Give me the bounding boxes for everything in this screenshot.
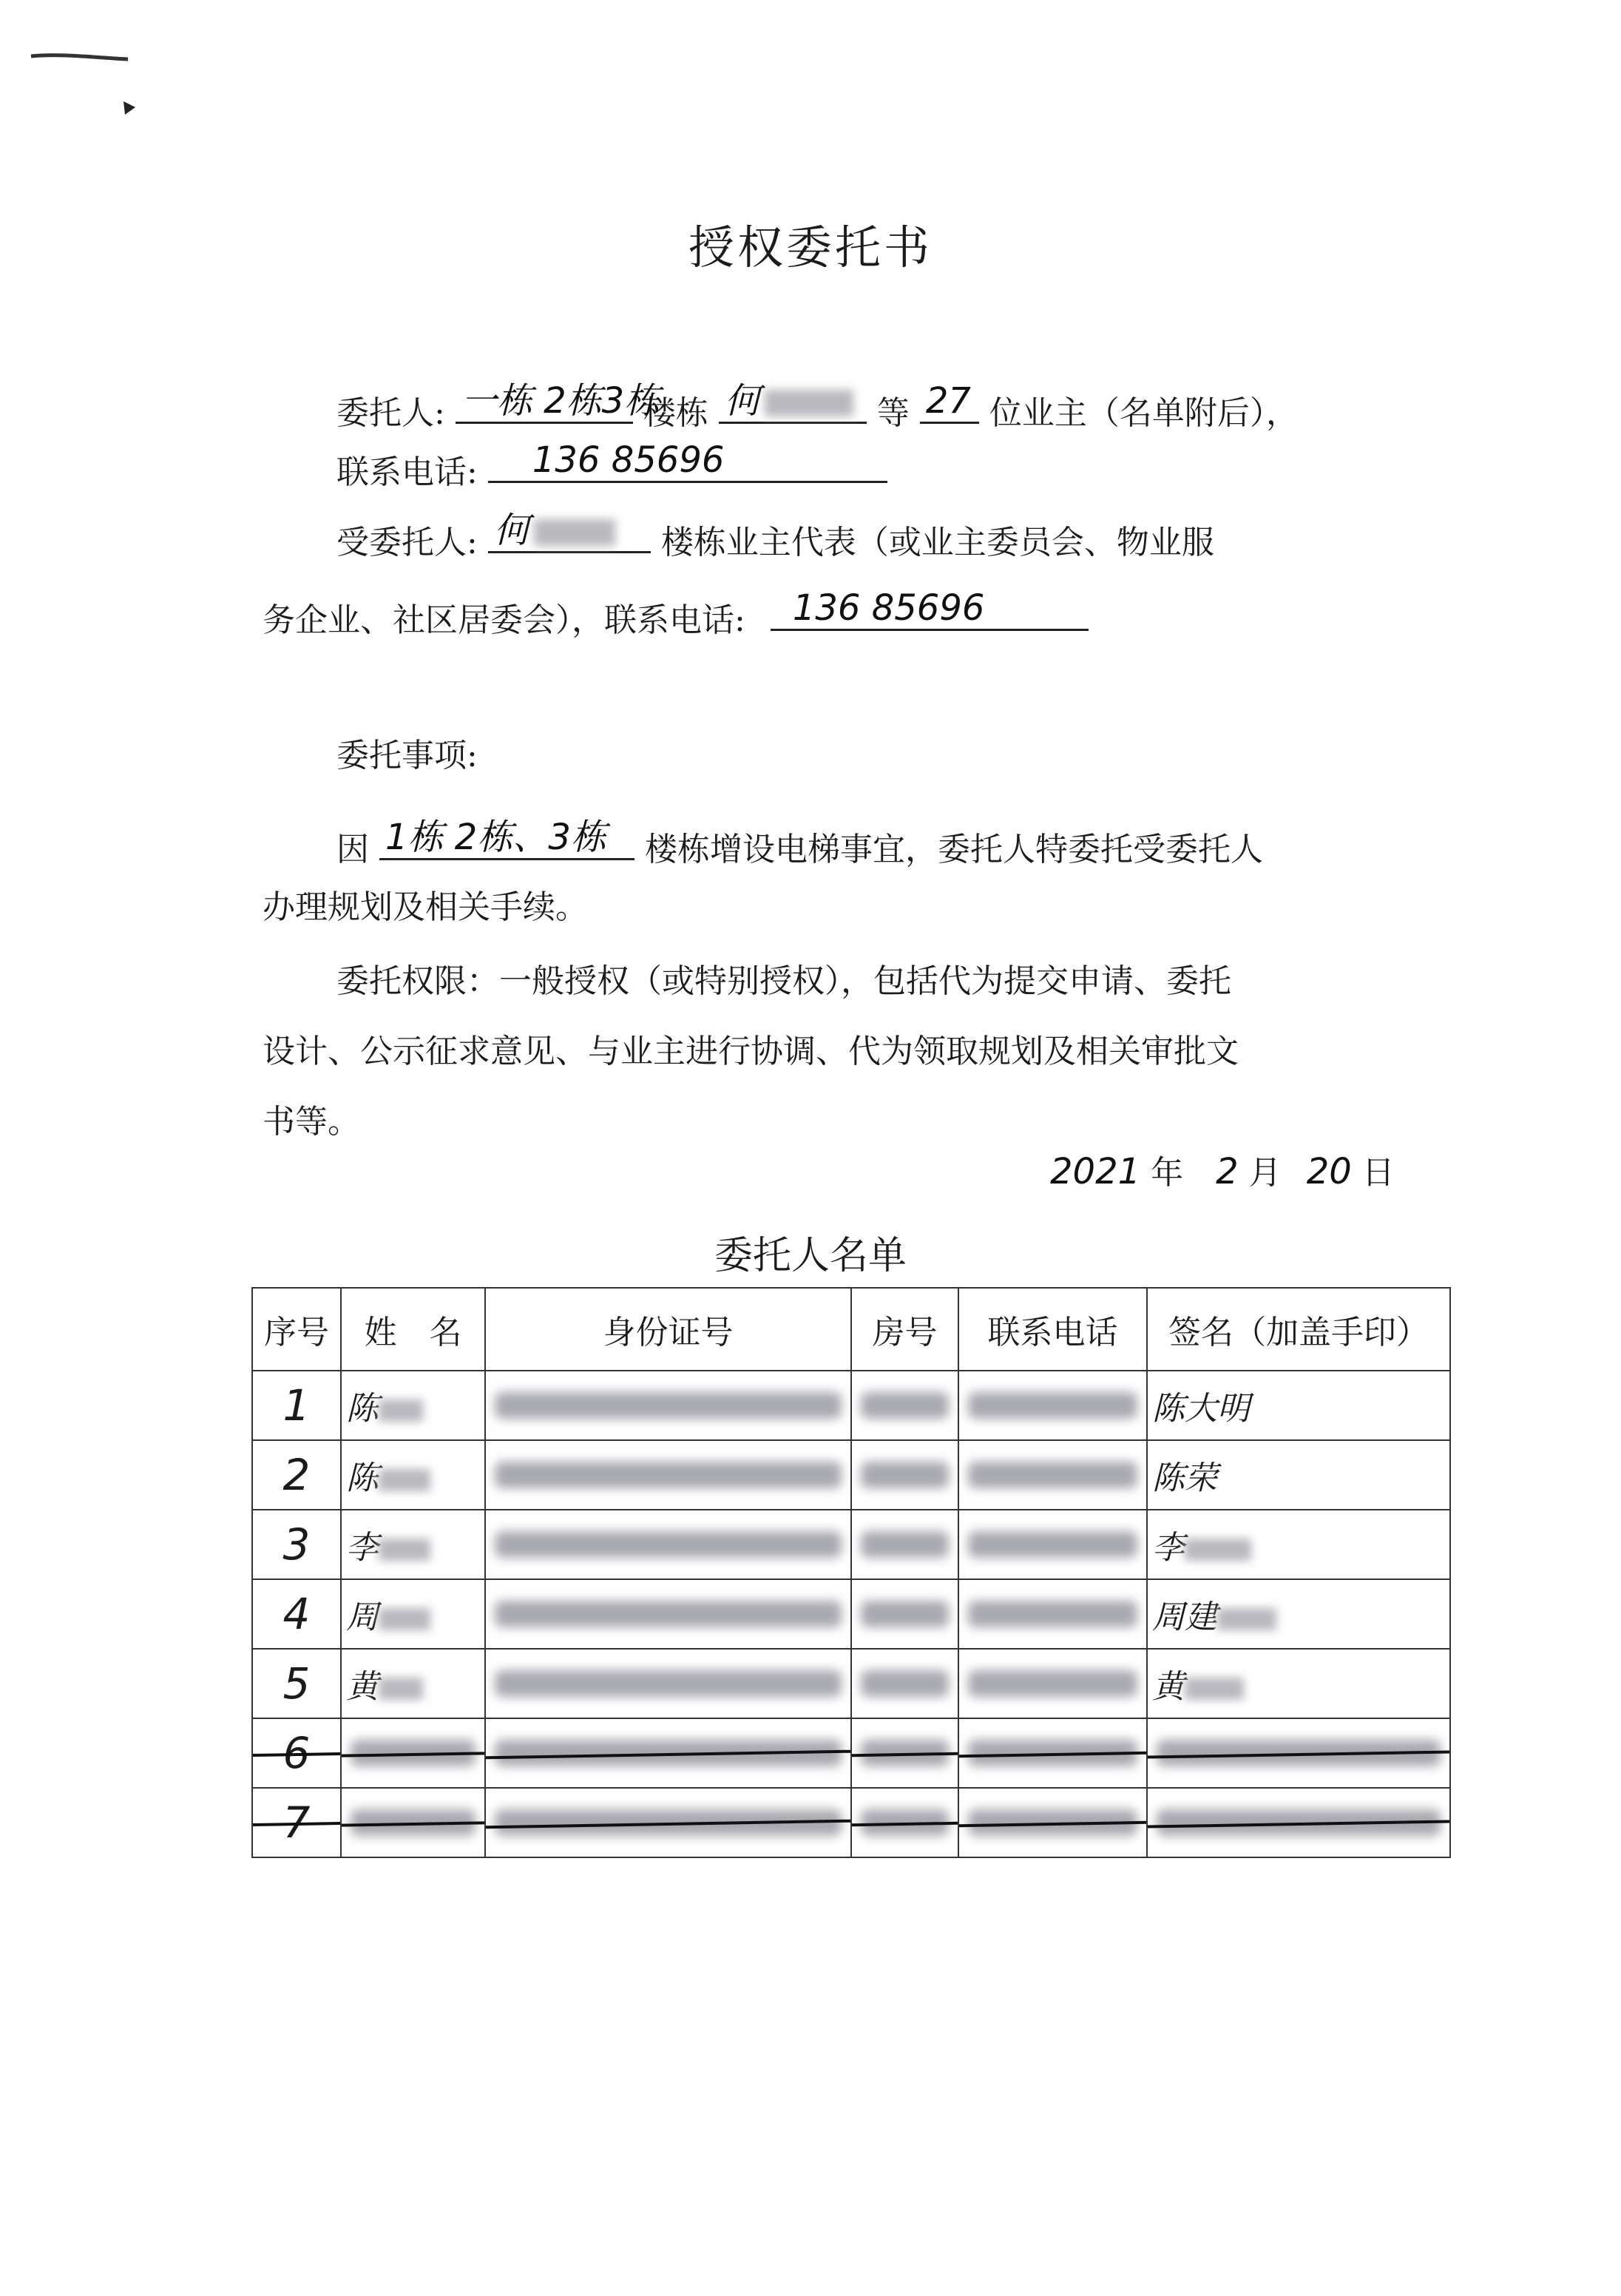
row-seq: 5 bbox=[252, 1649, 341, 1718]
row-signature: 李 bbox=[1147, 1510, 1450, 1579]
row-room-redacted bbox=[851, 1649, 958, 1718]
entrust-phone-label: 联系电话: bbox=[336, 453, 478, 491]
table-row bbox=[252, 1649, 1450, 1718]
row-room-redacted bbox=[851, 1579, 958, 1649]
roster-table bbox=[251, 1287, 1451, 1858]
matters-line1 bbox=[336, 817, 1263, 868]
col-header-seq: 序号 bbox=[252, 1288, 341, 1371]
row-signature: 陈大明 bbox=[1147, 1371, 1450, 1440]
authority-line2: 设计、公示征求意见、与业主进行协调、代为领取规划及相关审批文 bbox=[263, 1033, 1239, 1070]
row-id-redacted bbox=[485, 1718, 851, 1788]
matters-prefix: 因 bbox=[336, 831, 369, 868]
row-seq: 3 bbox=[252, 1510, 341, 1579]
date-day-handwriting: 20 bbox=[1306, 1151, 1352, 1192]
row-room-redacted bbox=[851, 1788, 958, 1857]
row-name: 黄 bbox=[341, 1649, 485, 1718]
table-row bbox=[252, 1440, 1450, 1510]
entrust-count-handwriting: 27 bbox=[925, 380, 971, 422]
matters-building-handwriting: 1栋 2栋、3栋 bbox=[385, 817, 606, 858]
entrust-building-slot bbox=[456, 380, 660, 424]
entrust-phone-handwriting: 136 85696 bbox=[532, 439, 725, 481]
entrust-label: 委托人: bbox=[336, 394, 445, 432]
col-header-phone: 联系电话 bbox=[958, 1288, 1147, 1371]
row-id-redacted bbox=[485, 1649, 851, 1718]
pen-dot-icon bbox=[122, 100, 137, 116]
matters-line2: 办理规划及相关手续。 bbox=[263, 888, 588, 926]
matters-label: 委托事项: bbox=[336, 737, 478, 774]
date-day-label: 日 bbox=[1361, 1154, 1395, 1192]
roster-header-row bbox=[252, 1288, 1450, 1371]
trustee-name-slot bbox=[488, 510, 651, 553]
authority-line1: 委托权限：一般授权（或特别授权），包括代为提交申请、委托 bbox=[336, 962, 1231, 1000]
trustee-desc-line1: 楼栋业主代表（或业主委员会、物业服 bbox=[660, 524, 1214, 561]
row-id-redacted bbox=[485, 1788, 851, 1857]
roster-title: 委托人名单 bbox=[714, 1234, 907, 1278]
table-row bbox=[252, 1371, 1450, 1440]
date-month-handwriting: 2 bbox=[1216, 1151, 1239, 1192]
row-room-redacted bbox=[851, 1371, 958, 1440]
row-seq: 2 bbox=[252, 1440, 341, 1510]
row-name-redacted bbox=[341, 1718, 485, 1788]
row-phone-redacted bbox=[958, 1371, 1147, 1440]
row-seq: 4 bbox=[252, 1579, 341, 1649]
col-header-id: 身份证号 bbox=[485, 1288, 851, 1371]
row-name: 李 bbox=[341, 1510, 485, 1579]
date-year-label: 年 bbox=[1151, 1154, 1184, 1192]
row-phone-redacted bbox=[958, 1440, 1147, 1510]
trustee-line bbox=[336, 510, 1214, 561]
entrust-phone-slot bbox=[488, 439, 887, 483]
entrust-line bbox=[336, 380, 1299, 432]
row-signature-redacted bbox=[1147, 1718, 1450, 1788]
col-header-room: 房号 bbox=[851, 1288, 958, 1371]
row-phone-redacted bbox=[958, 1649, 1147, 1718]
entrust-building-suffix: 楼栋 bbox=[643, 394, 708, 432]
row-id-redacted bbox=[485, 1371, 851, 1440]
entrust-count-suffix: 位业主（名单附后）， bbox=[989, 394, 1299, 432]
row-seq: 7 bbox=[252, 1788, 341, 1857]
row-phone-redacted bbox=[958, 1718, 1147, 1788]
row-name: 周 bbox=[341, 1579, 485, 1649]
document-title: 授权委托书 bbox=[688, 220, 933, 274]
row-signature: 周建 bbox=[1147, 1579, 1450, 1649]
col-header-signature: 签名（加盖手印） bbox=[1147, 1288, 1450, 1371]
entrust-name-handwriting: 何 bbox=[725, 383, 853, 419]
row-room-redacted bbox=[851, 1510, 958, 1579]
trustee-label: 受委托人: bbox=[336, 524, 478, 561]
pen-mark-icon bbox=[30, 52, 129, 62]
row-signature: 黄 bbox=[1147, 1649, 1450, 1718]
table-row bbox=[252, 1510, 1450, 1579]
table-row-struck bbox=[252, 1718, 1450, 1788]
row-phone-redacted bbox=[958, 1788, 1147, 1857]
entrust-count-prefix: 等 bbox=[876, 394, 910, 432]
row-phone-redacted bbox=[958, 1579, 1147, 1649]
trustee-desc-line2: 务企业、社区居委会），联系电话: bbox=[263, 601, 745, 639]
row-name: 陈 bbox=[341, 1371, 485, 1440]
trustee-phone-slot bbox=[771, 587, 1089, 631]
row-id-redacted bbox=[485, 1579, 851, 1649]
row-room-redacted bbox=[851, 1440, 958, 1510]
entrust-building-handwriting: 一栋 2栋3栋 bbox=[461, 380, 660, 422]
row-id-redacted bbox=[485, 1510, 851, 1579]
row-room-redacted bbox=[851, 1718, 958, 1788]
date-month-label: 月 bbox=[1248, 1154, 1282, 1192]
matters-line1-suffix: 楼栋增设电梯事宜，委托人特委托受委托人 bbox=[645, 831, 1263, 868]
entrust-count-slot bbox=[920, 380, 979, 424]
entrust-name-slot bbox=[719, 380, 867, 424]
col-header-name: 姓 名 bbox=[341, 1288, 485, 1371]
row-phone-redacted bbox=[958, 1510, 1147, 1579]
row-seq: 6 bbox=[252, 1718, 341, 1788]
row-id-redacted bbox=[485, 1440, 851, 1510]
trustee-line2 bbox=[263, 587, 1089, 639]
signing-date bbox=[1050, 1151, 1395, 1192]
row-seq: 1 bbox=[252, 1371, 341, 1440]
table-row-struck bbox=[252, 1788, 1450, 1857]
row-name: 陈 bbox=[341, 1440, 485, 1510]
matters-building-slot bbox=[379, 817, 634, 860]
row-name-redacted bbox=[341, 1788, 485, 1857]
table-row bbox=[252, 1579, 1450, 1649]
authority-line3: 书等。 bbox=[263, 1103, 360, 1141]
trustee-phone-handwriting: 136 85696 bbox=[792, 587, 985, 629]
row-signature-redacted bbox=[1147, 1788, 1450, 1857]
entrust-phone-line bbox=[336, 439, 887, 491]
trustee-name-handwriting: 何 bbox=[494, 513, 615, 548]
date-year-handwriting: 2021 bbox=[1050, 1151, 1141, 1192]
row-signature: 陈荣 bbox=[1147, 1440, 1450, 1510]
